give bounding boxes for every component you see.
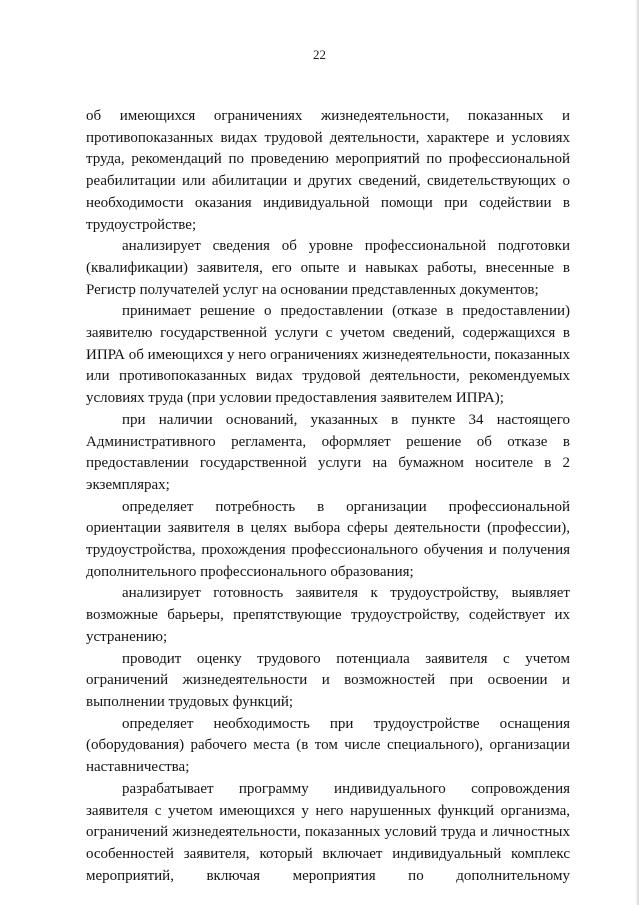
paragraph-labor-potential: проводит оценку трудового потенциала заявителя с учетом ограничений жизнедеятельности и возможностей при освоении и выполнении трудовых функций; [86, 650, 570, 710]
document-body [86, 106, 570, 887]
paragraph-analyzes-qualification: анализирует сведения об уровне профессиональной подготовки (квалификации) заявителя, его опыте и навыках работы, внесенные в Регистр получателей услуг на основании представленных документов; [86, 238, 570, 298]
paragraph-decision-on-service: принимает решение о предоставлении (отказе в предоставлении) заявителю государственной услуги с учетом сведений, содержащихся в ИПРА об имеющихся у него ограничениях жизнедеятельности, показанных или противопоказанных видах трудовой деятельности, рекомендуемых условиях труда (при условии предоставления заявителем ИПРА); [86, 303, 570, 407]
paragraph-workplace-equipment: определяет необходимость при трудоустройстве оснащения (оборудования) рабочего места (в том числе специального), организации наставничества; [86, 715, 570, 776]
paragraph-support-program: разрабатывает программу индивидуального сопровождения заявителя с учетом имеющихся у него нарушенных функций организма, ограничений жизнедеятельности, показанных условий труда и личностных особенностей заявителя, который включает индивидуальный комплекс мероприятий, включая мероприятия по дополнительному [86, 780, 570, 884]
page-number: 22 [313, 47, 326, 62]
paragraph-career-guidance-need: определяет потребность в организации профессиональной ориентации заявителя в целях выбора сферы деятельности (профессии), трудоустройства, прохождения профессионального обучения и получения дополнительного профессионального образования; [86, 498, 570, 580]
paragraph-employment-readiness: анализирует готовность заявителя к трудоустройству, выявляет возможные барьеры, препятствующие трудоустройству, содействует их устранению; [86, 585, 570, 645]
paragraph-refusal-grounds: при наличии оснований, указанных в пункте 34 настоящего Административного регламента, оформляет решение об отказе в предоставлении государственной услуги на бумажном носителе в 2 экземплярах; [86, 411, 570, 493]
paragraph-continuation: об имеющихся ограничениях жизнедеятельности, показанных и противопоказанных видах трудовой деятельности, характере и условиях труда, рекомендаций по проведению мероприятий по профессиональной реабилитации или абилитации и других сведений, свидетельствующих о необходимости оказания индивидуальной помощи при содействии в трудоустройстве; [86, 108, 570, 233]
